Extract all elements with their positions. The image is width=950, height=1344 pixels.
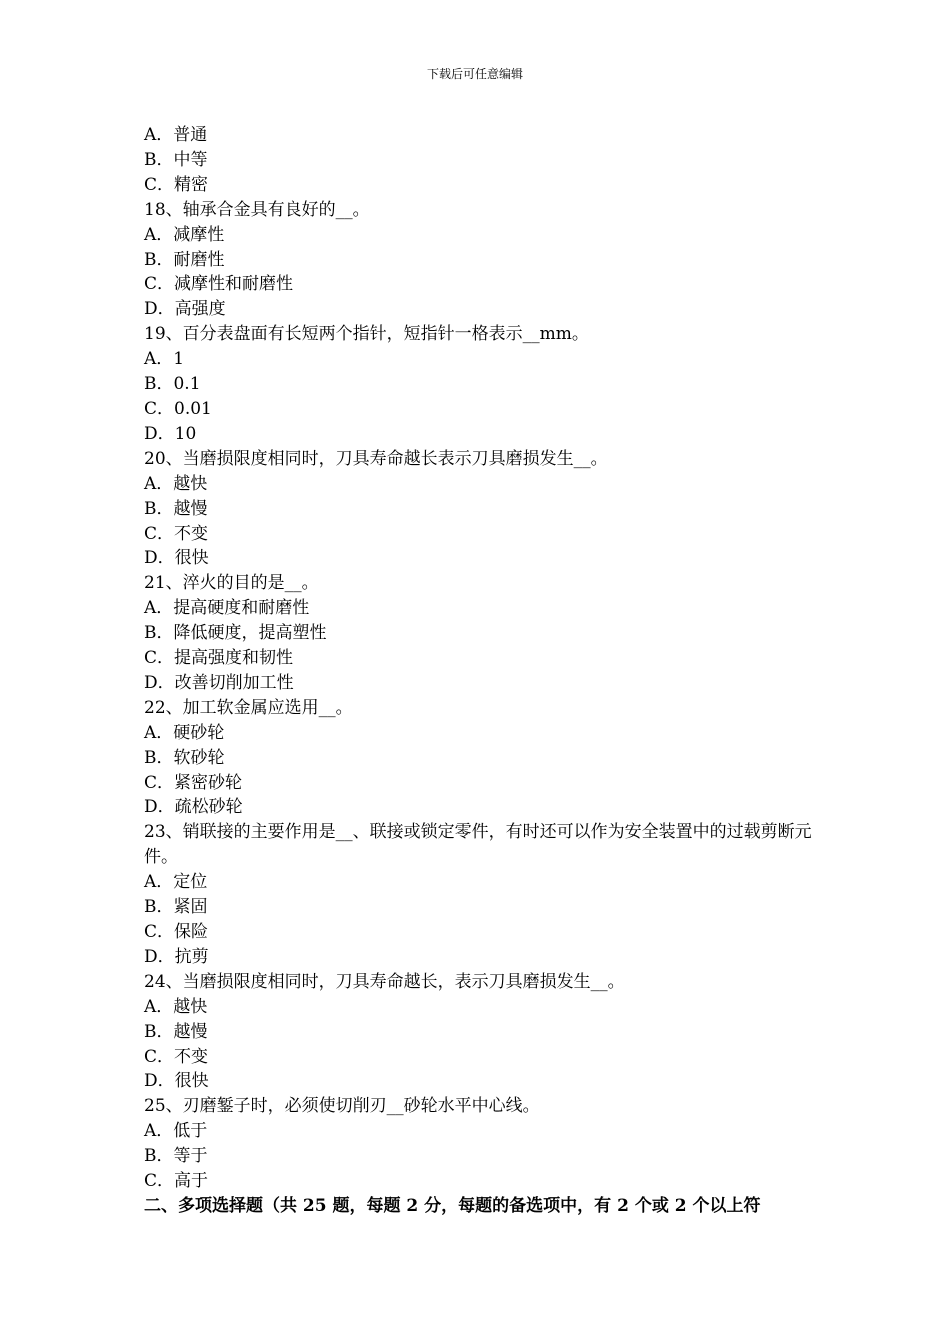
question-line: 19、百分表盘面有长短两个指针，短指针一格表示__mm。 <box>144 324 589 345</box>
option-line: C．保险 <box>144 922 209 942</box>
option-line: A．越快 <box>144 473 208 494</box>
option-line: D．抗剪 <box>144 946 209 967</box>
document-body <box>144 123 814 1219</box>
option-line: A．低于 <box>144 1121 208 1142</box>
option-line: C．高于 <box>144 1171 209 1192</box>
option-line: D．改善切削加工性 <box>144 672 294 693</box>
option-line: C．0.01 <box>144 398 212 419</box>
option-line: B．越慢 <box>144 1021 208 1042</box>
option-line: C．减摩性和耐磨性 <box>144 274 294 295</box>
option-line: D．高强度 <box>144 299 226 320</box>
option-line: A．普通 <box>144 125 208 145</box>
option-line: A．定位 <box>144 872 208 893</box>
option-line: D．很快 <box>144 1071 209 1092</box>
section-heading: 二、多项选择题（共 25 题，每题 2 分，每题的备选项中，有 2 个或 2 个以上符 <box>144 1195 761 1216</box>
option-line: C．精密 <box>144 174 209 195</box>
option-line: A．减摩性 <box>144 224 225 245</box>
option-line: B．0.1 <box>144 374 201 395</box>
option-line: A．越快 <box>144 996 208 1017</box>
page-header: 下载后可任意编辑 <box>426 67 523 81</box>
option-line: B．耐磨性 <box>144 249 225 270</box>
option-line: A．硬砂轮 <box>144 722 225 743</box>
option-line: B．紧固 <box>144 897 208 918</box>
option-line: B．降低硬度，提高塑性 <box>144 623 327 644</box>
question-line: 21、淬火的目的是__。 <box>144 573 319 594</box>
question-line: 18、轴承合金具有良好的__。 <box>144 199 370 220</box>
option-line: C．不变 <box>144 523 209 544</box>
option-line: B．等于 <box>144 1146 208 1167</box>
question-line: 22、加工软金属应选用__。 <box>144 697 353 718</box>
option-line: B．软砂轮 <box>144 747 225 768</box>
option-line: D．很快 <box>144 548 209 569</box>
option-line: D．10 <box>144 423 197 444</box>
option-line: C．提高强度和韧性 <box>144 648 294 669</box>
option-line: C．不变 <box>144 1046 209 1067</box>
option-line: A．提高硬度和耐磨性 <box>144 598 310 619</box>
option-line: B．越慢 <box>144 498 208 519</box>
question-line: 20、当磨损限度相同时，刀具寿命越长表示刀具磨损发生__。 <box>144 448 608 469</box>
option-line: A．1 <box>144 349 185 370</box>
question-line: 24、当磨损限度相同时，刀具寿命越长，表示刀具磨损发生__。 <box>144 971 625 992</box>
question-line: 25、刃磨錾子时，必须使切削刃__砂轮水平中心线。 <box>144 1096 540 1117</box>
option-line: C．紧密砂轮 <box>144 772 243 793</box>
question-line: 23、销联接的主要作用是__、联接或锁定零件，有时还可以作为安全装置中的过载剪断元件。 <box>144 822 812 868</box>
option-line: B．中等 <box>144 149 208 170</box>
option-line: D．疏松砂轮 <box>144 797 243 818</box>
